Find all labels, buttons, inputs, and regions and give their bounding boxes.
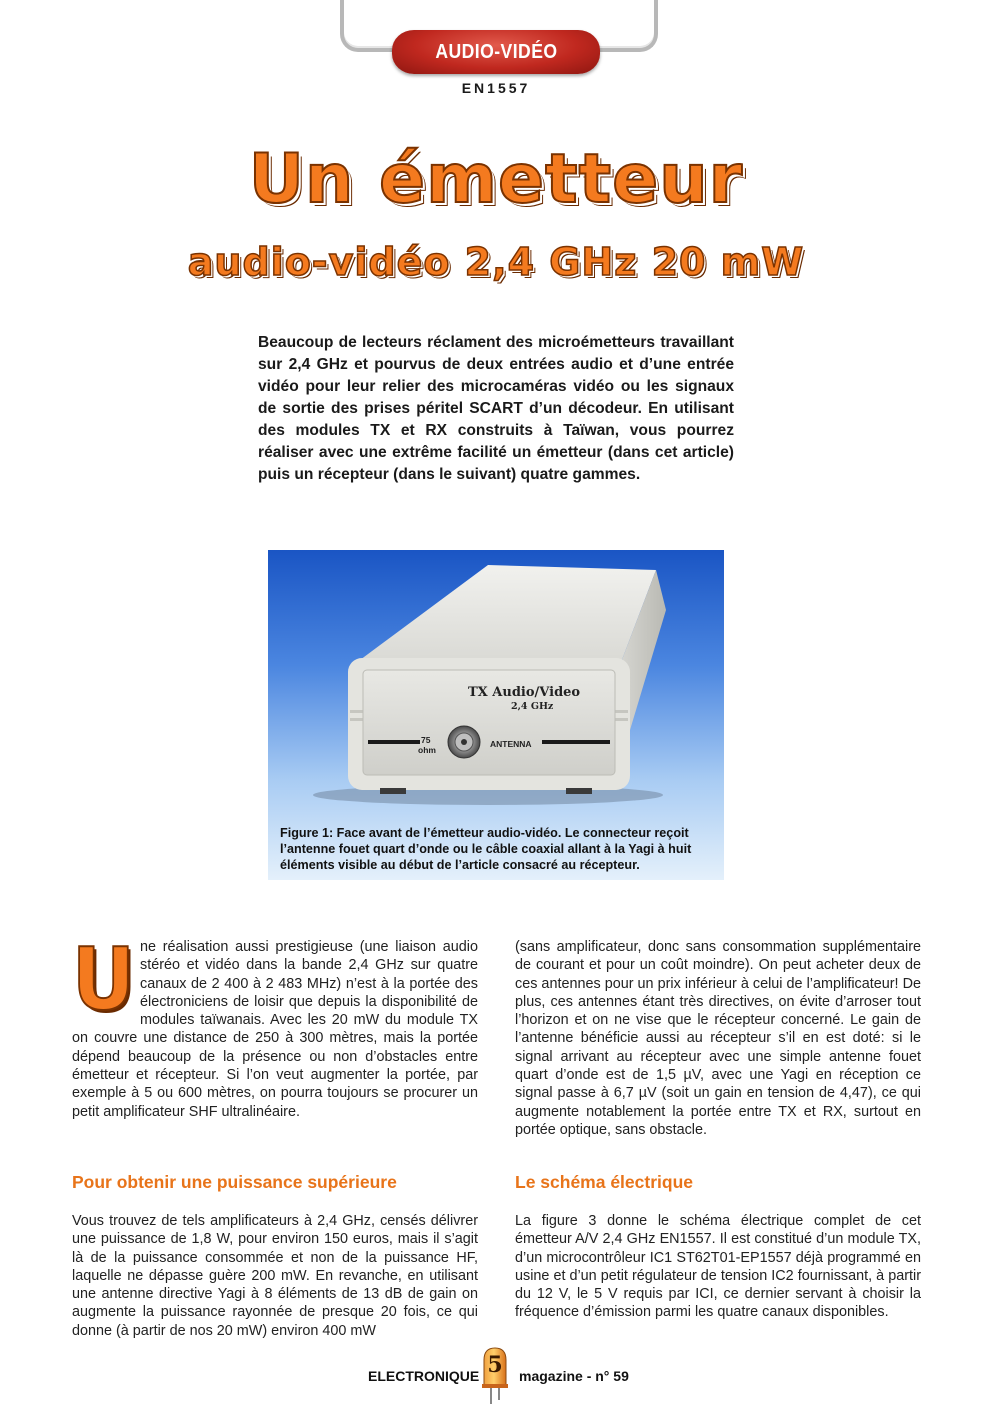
panel-title-label: TX Audio/Video xyxy=(468,685,581,700)
footer-magazine-name: ELECTRONIQUE xyxy=(368,1368,480,1384)
panel-subtitle-label: 2,4 GHz xyxy=(511,701,554,712)
impedance-unit-label: ohm xyxy=(418,745,436,755)
article-title: Un émetteur xyxy=(248,140,744,219)
section-text-schematic: La figure 3 donne le schéma électrique complet de cet émetteur A/V 2,4 GHz EN1557. Il est constitué d’un module TX, d’un microcontrôleur IC1 ST62T01-EP1557 déjà programmé en usine et d’un petit régulateur de tension IC2 fournissant, à partir du 12 V, le 5 V requis par ICI, ce dernier servant à choisir la fréquence d’émission parmi les quatre canaux disponibles. xyxy=(515,1213,921,1321)
section-label: AUDIO-VIDÉO xyxy=(434,40,558,63)
body-left-text: ne réalisation aussi prestigieuse (une liaison audio stéréo et vidéo dans la bande 2,4 GHz sur quatre canaux de 2 400 à 2 483 MHz) n’est à la portée des électroniciens de loisir que depuis la disponibilité de modules taïwanais. Avec les 20 mW du module TX on couvre une distance de 250 à 300 mètres, mais la portée dépend beaucoup de la présence ou non d’obstacles entre émetteur et récepteur. Si l’on veut augmenter la portée, par exemple à 5 ou 600 mètres, on pourra toujours se procurer un petit amplificateur SHF ultralinéaire. xyxy=(72,939,478,1120)
antenna-connector-label: ANTENNA xyxy=(490,739,532,749)
intro-paragraph: Beaucoup de lecteurs réclament des microémetteurs travaillant sur 2,4 GHz et pourvus de deux entrées audio et d’une entrée vidéo pour leur relier des microcaméras vidéo ou les signaux de sortie des prises péritel SCART d’un décodeur. En utilisant des modules TX et RX construits à Taïwan, vous pourrez réaliser avec une extrême facilité un émetteur (dans cet article) puis un récepteur (dans le suivant) quatre gammes. xyxy=(258,334,734,483)
body-right-text: (sans amplificateur, donc sans consommation supplémentaire de courant et pour un coût moindre). On peut acheter deux de ces antennes pour un prix inférieur à celui de l’amplificateur! De plus, ces antennes étant très directives, on évite d’arroser tout l’horizon et on ne vise que le récepteur concerné. Le gain de l’antenne bénéficie aussi au récepteur s’il en est doté: si le signal arrivant au récepteur avec une simple antenne fouet quart d’onde est de 1,5 µV, avec une Yagi en réception ce signal passe à 6,7 µV (soit un gain en tension de 4,47), ce qui augmente notablement la portée entre TX et RX, surtout en portée optique, sans obstacle. xyxy=(515,939,921,1138)
article-code: EN1557 xyxy=(461,80,531,96)
body-right-column xyxy=(515,938,921,1139)
figure-1-photo xyxy=(268,550,724,880)
drop-cap: U xyxy=(72,930,135,1030)
section-text-power: Vous trouvez de tels amplificateurs à 2,4 GHz, censés délivrer une puissance de 1,8 W, pour environ 150 euros, mais il s’agit là de la puissance consommée et non de la puissance HF, laquelle ne dépasse guère 200 mW. En revanche, en utilisant une antenne directive Yagi à 8 éléments de 13 dB de gain on augmente la puissance rayonnée de presque 20 fois, ce qui donne (à partir de nos 20 mW) environ 400 mW xyxy=(72,1213,478,1339)
section-heading-schematic: Le schéma électrique xyxy=(515,1172,693,1192)
led-icon xyxy=(480,1346,514,1404)
impedance-value-label: 75 xyxy=(421,735,431,745)
section-badge xyxy=(392,30,600,74)
figure-1-caption: Figure 1: Face avant de l’émetteur audio-vidéo. Le connecteur reçoit l’antenne fouet quart d’onde ou le câble coaxial allant à la Yagi à huit éléments visible au début de l’article consacré au récepteur. xyxy=(280,826,692,872)
section-heading-power: Pour obtenir une puissance supérieure xyxy=(72,1172,397,1192)
article-subtitle: audio-vidéo 2,4 GHz 20 mW xyxy=(187,240,805,284)
body-left-column xyxy=(72,930,478,1121)
footer-issue-number: magazine - n° 59 xyxy=(519,1368,629,1384)
issue-digit: 5 xyxy=(487,1352,503,1378)
